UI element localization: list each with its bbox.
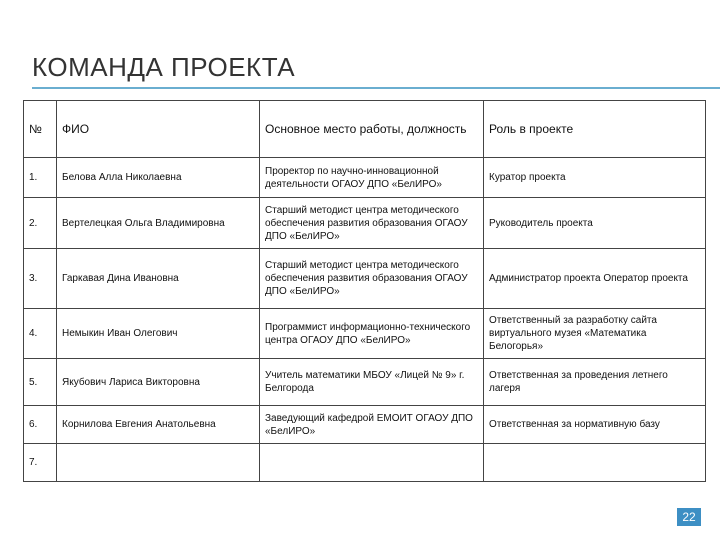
- row-number: 5.: [24, 359, 57, 406]
- row-workplace: Старший методист центра методического обеспечения развития образования ОГАОУ ДПО «БелИРО»: [260, 249, 484, 309]
- table-row: [24, 359, 706, 406]
- row-number: 1.: [24, 158, 57, 198]
- header-number: №: [24, 101, 57, 158]
- header-workplace: Основное место работы, должность: [260, 101, 484, 158]
- row-workplace: Программист информационно-технического центра ОГАОУ ДПО «БелИРО»: [260, 309, 484, 359]
- table-row: [24, 406, 706, 444]
- row-name: Якубович Лариса Викторовна: [57, 359, 260, 406]
- table-row: [24, 309, 706, 359]
- row-workplace: Учитель математики МБОУ «Лицей № 9» г. Белгорода: [260, 359, 484, 406]
- row-name: Гаркавая Дина Ивановна: [57, 249, 260, 309]
- row-role: Руководитель проекта: [484, 198, 706, 249]
- row-role: [484, 444, 706, 482]
- table-row: [24, 249, 706, 309]
- row-number: 4.: [24, 309, 57, 359]
- table-row: [24, 444, 706, 482]
- slide-title: КОМАНДА ПРОЕКТА: [32, 52, 296, 82]
- row-workplace: Старший методист центра методического обеспечения развития образования ОГАОУ ДПО «БелИРО»: [260, 198, 484, 249]
- header-role: Роль в проекте: [484, 101, 706, 158]
- row-role: Администратор проекта Оператор проекта: [484, 249, 706, 309]
- row-name: [57, 444, 260, 482]
- row-number: 3.: [24, 249, 57, 309]
- row-workplace: [260, 444, 484, 482]
- row-workplace: Проректор по научно-инновационной деятельности ОГАОУ ДПО «БелИРО»: [260, 158, 484, 198]
- row-role: Ответственная за проведения летнего лагеря: [484, 359, 706, 406]
- row-name: Корнилова Евгения Анатольевна: [57, 406, 260, 444]
- row-workplace: Заведующий кафедрой ЕМОИТ ОГАОУ ДПО «БелИРО»: [260, 406, 484, 444]
- row-role: Ответственный за разработку сайта виртуального музея «Математика Белогорья»: [484, 309, 706, 359]
- page-number-badge: 22: [677, 508, 701, 526]
- title-divider: [32, 87, 720, 89]
- row-name: Немыкин Иван Олегович: [57, 309, 260, 359]
- project-team-table: [23, 100, 706, 482]
- table-header-row: [24, 101, 706, 158]
- row-number: 2.: [24, 198, 57, 249]
- row-role: Ответственная за нормативную базу: [484, 406, 706, 444]
- table-row: [24, 158, 706, 198]
- table-row: [24, 198, 706, 249]
- row-role: Куратор проекта: [484, 158, 706, 198]
- row-name: Белова Алла Николаевна: [57, 158, 260, 198]
- row-number: 7.: [24, 444, 57, 482]
- header-name: ФИО: [57, 101, 260, 158]
- row-name: Вертелецкая Ольга Владимировна: [57, 198, 260, 249]
- row-number: 6.: [24, 406, 57, 444]
